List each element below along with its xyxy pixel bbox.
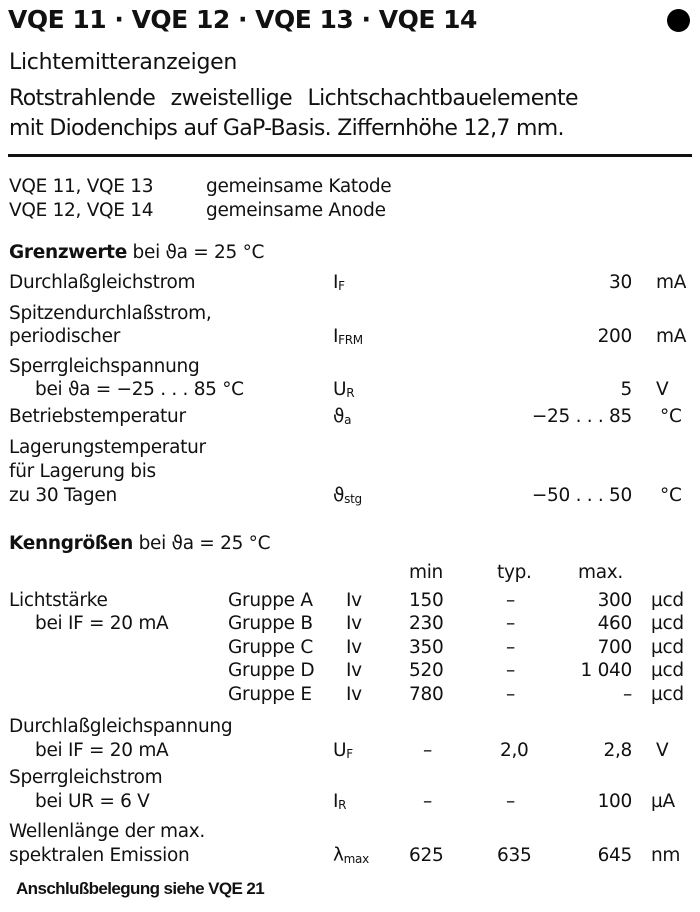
char-label: Wellenlänge der max.	[9, 821, 205, 842]
luminous-symbol: Iv	[346, 613, 362, 634]
symbol-main: I	[333, 326, 339, 347]
limit-symbol	[333, 408, 351, 427]
description-line-1: Rotstrahlende zweistellige Lichtschachtbauelemente	[9, 86, 578, 111]
char-unit: V	[656, 740, 669, 761]
luminous-symbol: Iv	[346, 660, 362, 681]
limit-label: periodischer	[9, 326, 120, 347]
luminous-unit: µcd	[651, 637, 684, 658]
symbol-main: U	[333, 379, 347, 400]
char-label: Sperrgleichstrom	[9, 767, 163, 788]
luminous-symbol: Iv	[346, 637, 362, 658]
description-line-2: mit Diodenchips auf GaP-Basis. Ziffernhöhe 12,7 mm.	[9, 116, 564, 141]
limit-label: Durchlaßgleichstrom	[9, 272, 196, 293]
limit-unit: °C	[660, 485, 682, 506]
limit-value: 30	[609, 272, 632, 293]
limit-value: 200	[597, 326, 632, 347]
luminous-max: 700	[597, 637, 632, 658]
limits-heading-bold: Grenzwerte	[9, 242, 127, 263]
luminous-unit: µcd	[651, 613, 684, 634]
luminous-min: 780	[409, 684, 444, 705]
symbol-sub: a	[344, 413, 352, 427]
char-symbol	[333, 742, 353, 761]
char-label: bei IF = 20 mA	[35, 740, 169, 761]
char-symbol	[333, 847, 369, 866]
limit-label: Spitzendurchlaßstrom,	[9, 303, 212, 324]
characteristics-heading-cond: bei ϑa = 25 °C	[138, 533, 271, 554]
variant-types: VQE 11, VQE 13	[9, 176, 154, 197]
luminous-unit: µcd	[651, 660, 684, 681]
symbol-main: λ	[333, 845, 344, 866]
char-min: 625	[409, 845, 444, 866]
variant-desc: gemeinsame Anode	[206, 200, 386, 221]
limit-label: Lagerungstemperatur	[9, 437, 206, 458]
luminous-unit: µcd	[651, 590, 684, 611]
luminous-max: 1 040	[580, 660, 632, 681]
char-symbol	[333, 793, 346, 812]
symbol-sub: F	[346, 747, 353, 761]
luminous-group: Gruppe C	[228, 637, 313, 658]
limit-label: Sperrgleichspannung	[9, 356, 200, 377]
header-rule	[8, 154, 692, 157]
limit-unit: V	[656, 379, 669, 400]
luminous-max: –	[623, 684, 632, 705]
char-min: –	[423, 791, 432, 812]
column-header-min: min	[409, 562, 443, 583]
symbol-main: U	[333, 740, 347, 761]
luminous-label: Lichtstärke	[9, 590, 108, 611]
column-header-typ: typ.	[497, 562, 532, 583]
luminous-unit: µcd	[651, 684, 684, 705]
bullet-dot-icon	[667, 9, 690, 32]
limit-symbol	[333, 274, 345, 293]
char-max: 645	[597, 845, 632, 866]
limit-value: 5	[620, 379, 632, 400]
symbol-main: I	[333, 791, 339, 812]
limit-unit: mA	[656, 272, 687, 293]
luminous-max: 460	[597, 613, 632, 634]
limit-symbol	[333, 487, 362, 506]
luminous-min: 150	[409, 590, 444, 611]
char-label: Durchlaßgleichspannung	[9, 716, 233, 737]
luminous-condition: bei IF = 20 mA	[35, 613, 169, 634]
char-unit: nm	[651, 845, 681, 866]
limit-symbol	[333, 381, 354, 400]
luminous-group: Gruppe E	[228, 684, 312, 705]
luminous-group: Gruppe A	[228, 590, 313, 611]
luminous-typ: –	[506, 590, 515, 611]
symbol-main: ϑ	[333, 485, 345, 506]
symbol-sub: stg	[344, 492, 362, 506]
symbol-main: I	[333, 272, 339, 293]
symbol-main: ϑ	[333, 406, 345, 427]
limit-value: −25 . . . 85	[531, 406, 632, 427]
luminous-min: 350	[409, 637, 444, 658]
luminous-min: 520	[409, 660, 444, 681]
luminous-symbol: Iv	[346, 684, 362, 705]
luminous-group: Gruppe D	[228, 660, 315, 681]
characteristics-heading	[9, 535, 270, 554]
limit-value: −50 . . . 50	[531, 485, 632, 506]
variant-desc: gemeinsame Katode	[206, 176, 392, 197]
char-typ: –	[506, 791, 515, 812]
char-typ: 635	[497, 845, 532, 866]
char-unit: µA	[651, 791, 675, 812]
limit-label: bei ϑa = −25 . . . 85 °C	[35, 379, 244, 400]
luminous-min: 230	[409, 613, 444, 634]
char-max: 2,8	[603, 740, 632, 761]
footer-note: Anschlußbelegung siehe VQE 21	[16, 879, 265, 898]
luminous-typ: –	[506, 613, 515, 634]
char-min: –	[423, 740, 432, 761]
limit-unit: °C	[660, 406, 682, 427]
characteristics-heading-bold: Kenngrößen	[9, 533, 133, 554]
limits-heading-cond: bei ϑa = 25 °C	[132, 242, 265, 263]
limit-symbol	[333, 328, 363, 347]
luminous-max: 300	[597, 590, 632, 611]
limit-label: Betriebstemperatur	[9, 406, 186, 427]
symbol-sub: R	[346, 386, 355, 400]
column-header-max: max.	[578, 562, 623, 583]
page-title: VQE 11 · VQE 12 · VQE 13 · VQE 14	[8, 5, 477, 34]
limit-label: zu 30 Tagen	[9, 485, 117, 506]
limit-unit: mA	[656, 326, 687, 347]
symbol-sub: FRM	[338, 333, 363, 347]
subtitle: Lichtemitteranzeigen	[9, 50, 238, 75]
char-label: spektralen Emission	[9, 845, 190, 866]
char-typ: 2,0	[500, 740, 529, 761]
luminous-typ: –	[506, 660, 515, 681]
luminous-symbol: Iv	[346, 590, 362, 611]
symbol-sub: F	[338, 279, 345, 293]
luminous-typ: –	[506, 684, 515, 705]
limits-heading	[9, 244, 264, 263]
symbol-sub: R	[338, 798, 347, 812]
luminous-typ: –	[506, 637, 515, 658]
limit-label: für Lagerung bis	[9, 461, 156, 482]
variant-types: VQE 12, VQE 14	[9, 200, 154, 221]
luminous-group: Gruppe B	[228, 613, 313, 634]
char-max: 100	[597, 791, 632, 812]
symbol-sub: max	[343, 852, 369, 866]
char-label: bei UR = 6 V	[35, 791, 150, 812]
